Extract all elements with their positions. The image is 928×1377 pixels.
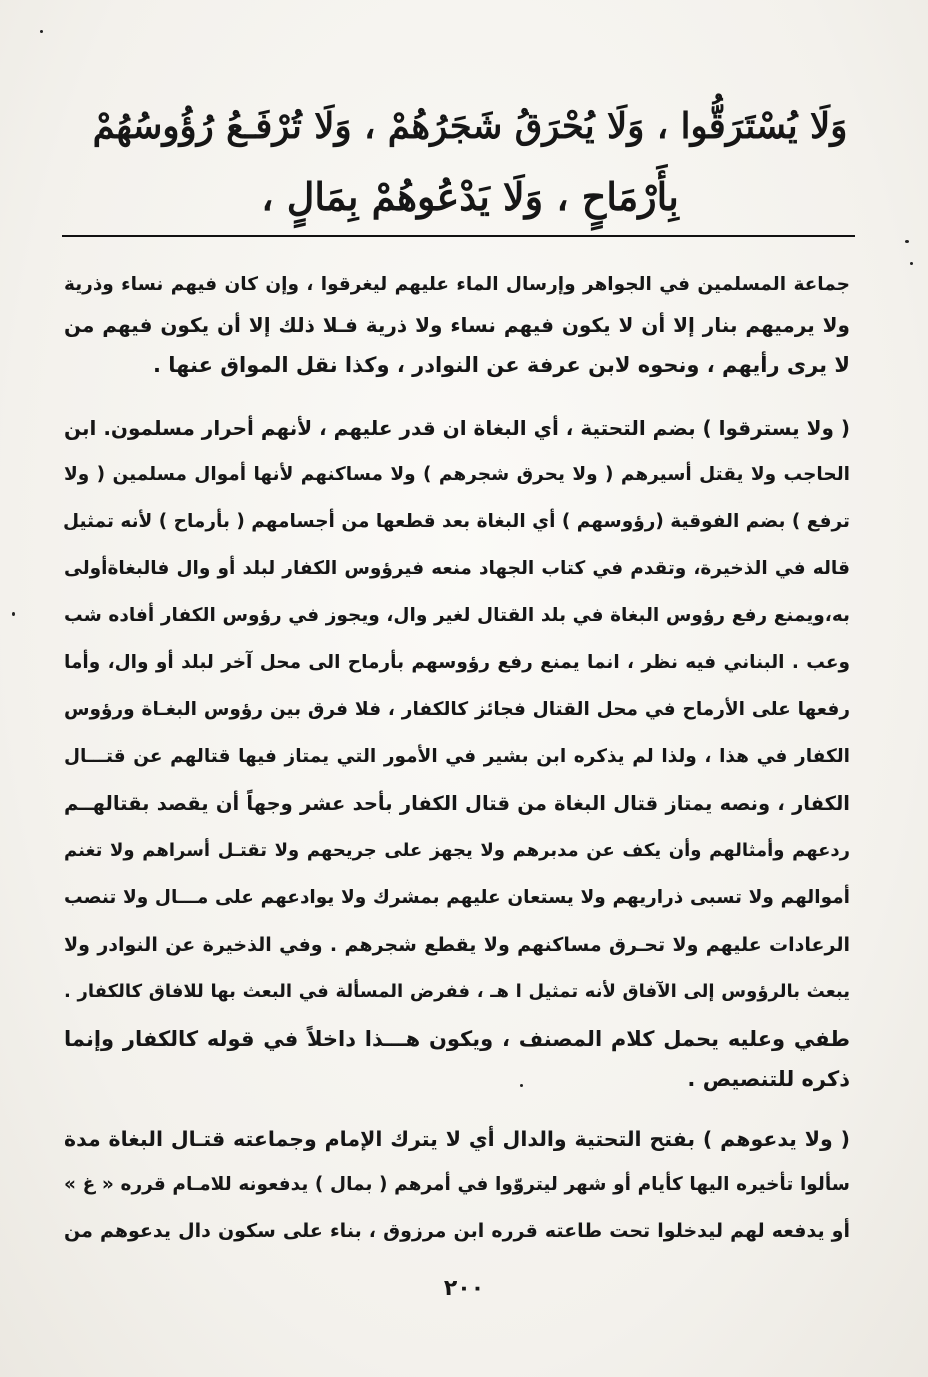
commentary-line: الكفار في هذا ، ولذا لم يذكره ابن بشير في الأمور التي يمتاز فيها قتالهم عن قتـــال: [64, 746, 850, 767]
scan-speck: [40, 30, 43, 33]
scan-speck: [520, 1084, 523, 1087]
commentary-line: رفعها على الأرماح في محل القتال فجائز كالكفار ، فلا فرق بين رؤوس البغـاة ورؤوس: [64, 699, 850, 720]
commentary-line: وعب . البناني فيه نظر ، انما يمنع رفع رؤوسهم بأرماح الى محل آخر لبلد أو وال، وأما: [64, 652, 850, 673]
scan-speck: [910, 262, 913, 265]
matn-line-1: وَلَا يُسْتَرَقُّوا ، وَلَا يُحْرَقُ شَجَرُهُمْ ، وَلَا تُرْفَـعُ رُؤُوسُهُمْ: [92, 106, 848, 147]
commentary-line: أموالهم ولا تسبى ذراريهم ولا يستعان عليهم بمشرك ولا يوادعهم على مـــال ولا تنصب: [64, 887, 850, 908]
commentary-line: ولا يرميهم بنار إلا أن لا يكون فيهم نساء ولا ذرية فـلا ذلك إلا أن يكون فيهم من: [64, 313, 850, 337]
commentary-line: أو يدفعه لهم ليدخلوا تحت طاعته قرره ابن مرزوق ، بناء على سكون دال يدعوهم من: [64, 1220, 850, 1242]
commentary-line: به،ويمنع رفع رؤوس البغاة في بلد القتال لغير وال، ويجوز في رؤوس الكفار أفاده شب: [64, 605, 850, 626]
commentary-line: قاله في الذخيرة، وتقدم في كتاب الجهاد منعه فيرؤوس الكفار لبلد أو وال فالبغاةأولى: [64, 558, 850, 579]
page-number: ٢٠٠: [443, 1276, 485, 1301]
commentary-line: ذكره للتنصيص .: [687, 1067, 850, 1091]
commentary-line: ( ولا يدعوهم ) بفتح التحتية والدال أي لا يترك الإمام وجماعته قتـال البغاة مدة: [64, 1127, 850, 1151]
commentary-line: طفي وعليه يحمل كلام المصنف ، ويكون هـــذا داخلاً في قوله كالكفار وإنما: [64, 1027, 850, 1051]
commentary-line: الرعادات عليهم ولا تحـرق مساكنهم ولا يقطع شجرهم . وفي الذخيرة عن النوادر ولا: [64, 934, 850, 956]
commentary-line: سألوا تأخيره اليها كأيام أو شهر ليتروّوا في أمرهم ( بمال ) يدفعونه للامـام قرره « غ »: [64, 1174, 850, 1195]
commentary-line: الحاجب ولا يقتل أسيرهم ( ولا يحرق شجرهم ) ولا مساكنهم لأنها أموال مسلمين ( ولا: [64, 464, 850, 485]
commentary-line: ( ولا يسترقوا ) بضم التحتية ، أي البغاة ان قدر عليهم ، لأنهم أحرار مسلمون. ابن: [64, 416, 850, 440]
commentary-line: جماعة المسلمين في الجواهر وإرسال الماء عليهم ليغرقوا ، وإن كان فيهم نساء وذرية: [64, 274, 850, 295]
commentary-line: لا يرى رأيهم ، ونحوه لابن عرفة عن النوادر ، وكذا نقل المواق عنها .: [152, 353, 850, 377]
commentary-line: يبعث بالرؤوس إلى الآفاق لأنه تمثيل ا هـ ، ففرض المسألة في البعث بها للافاق كالكفار .: [64, 981, 850, 1002]
separator-rule: [62, 235, 855, 237]
commentary-line: ترفع ) بضم الفوقية (رؤوسهم ) أي البغاة بعد قطعها من أجسامهم ( بأرماح ) لأنه تمثيل: [62, 511, 850, 532]
commentary-line: ردعهم وأمثالهم وأن يكف عن مدبرهم ولا يجهز على جريحهم ولا تقتـل أسراهم ولا تغنم: [64, 840, 850, 861]
scan-speck: [12, 612, 15, 616]
commentary-line: الكفار ، ونصه يمتاز قتال البغاة من قتال الكفار بأحد عشر وجهاً أن يقصد بقتالهــم: [64, 792, 850, 815]
scan-speck: [905, 240, 909, 243]
matn-line-2: بِأَرْمَاحٍ ، وَلَا يَدْعُوهُمْ بِمَالٍ ،: [261, 174, 679, 219]
